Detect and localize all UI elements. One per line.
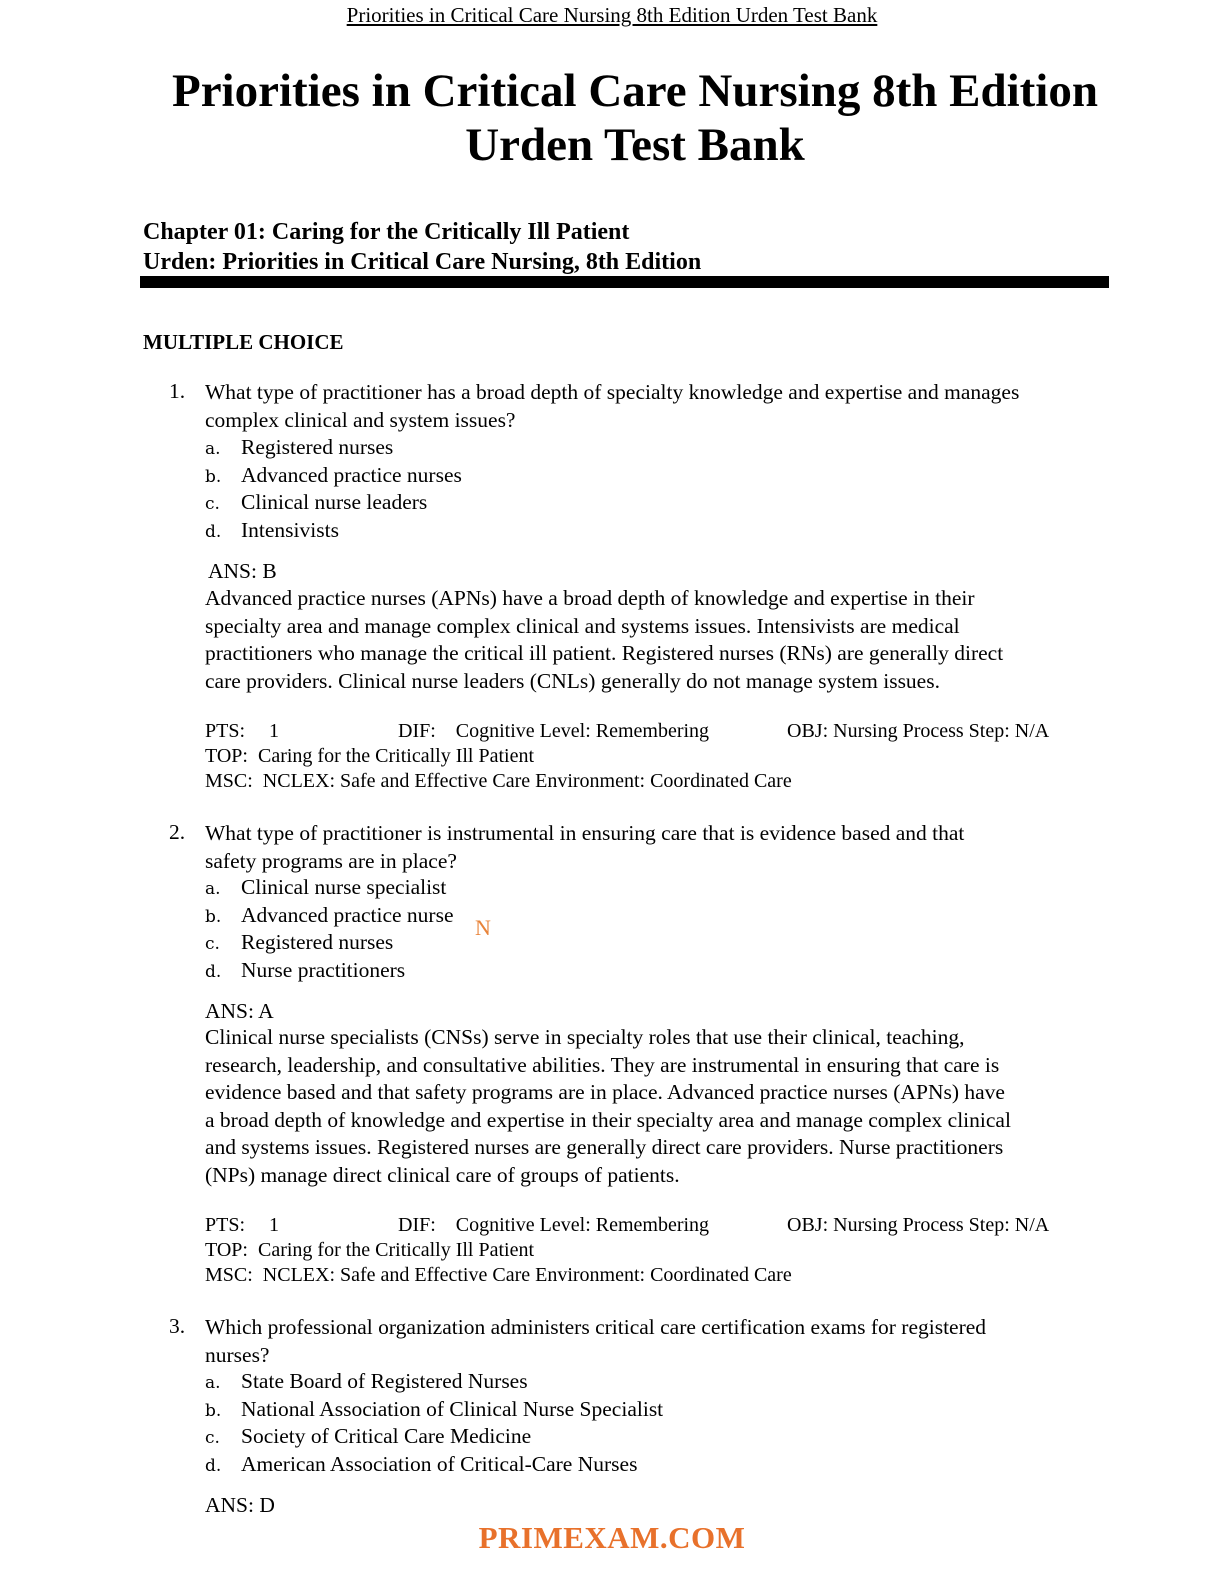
option-list <box>205 1368 905 1478</box>
option-b[interactable] <box>205 462 805 490</box>
question-stem <box>205 820 1110 875</box>
stem-line: Which professional organization administers critical care certification exams for registered <box>205 1315 987 1339</box>
question-metadata <box>205 1213 1110 1288</box>
rationale <box>205 1024 1110 1189</box>
option-text: Intensivists <box>241 517 339 542</box>
answer-key: ANS: B <box>208 559 277 583</box>
dif-field: DIF: Cognitive Level: Remembering <box>398 1214 710 1236</box>
option-text: Clinical nurse specialist <box>241 875 447 899</box>
option-c[interactable] <box>205 1423 905 1451</box>
stem-line: complex clinical and system issues? <box>205 407 516 432</box>
option-c[interactable] <box>205 489 805 517</box>
option-letter: d. <box>205 521 222 542</box>
option-text: Society of Critical Care Medicine <box>241 1424 532 1448</box>
rationale-line: and systems issues. Registered nurses are generally direct care providers. Nurse practitioners <box>205 1135 1004 1159</box>
option-letter: a. <box>205 1373 221 1393</box>
rationale-line: specialty area and manage complex clinical and systems issues. Intensivists are medical <box>205 613 960 638</box>
option-text: National Association of Clinical Nurse Specialist <box>241 1396 664 1421</box>
option-a[interactable] <box>205 1368 905 1396</box>
rationale-line: a broad depth of knowledge and expertise in their specialty area and manage complex clinical <box>205 1107 1011 1132</box>
option-d[interactable] <box>205 957 805 985</box>
rationale-line: practitioners who manage the critical ill patient. Registered nurses (RNs) are generally direct <box>205 641 1004 665</box>
stem-line: What type of practitioner is instrumental in ensuring care that is evidence based and that <box>205 821 965 845</box>
answer-key: ANS: A <box>205 999 274 1023</box>
option-letter: b. <box>205 1400 222 1421</box>
option-letter: b. <box>205 466 222 487</box>
option-d[interactable] <box>205 1451 905 1479</box>
option-letter: c. <box>205 1428 220 1448</box>
stem-line: nurses? <box>205 1342 270 1367</box>
option-d[interactable] <box>205 517 805 545</box>
option-c[interactable] <box>205 929 805 957</box>
option-text: Registered nurses <box>241 930 394 954</box>
msc-field: MSC: NCLEX: Safe and Effective Care Environment: Coordinated Care <box>205 1264 792 1286</box>
running-header-link[interactable]: Priorities in Critical Care Nursing 8th Edition Urden Test Bank <box>346 3 878 27</box>
question-number: 1. <box>169 379 186 403</box>
option-text: Advanced practice nurses <box>241 462 462 487</box>
rationale-line: Advanced practice nurses (APNs) have a broad depth of knowledge and expertise in their <box>205 586 975 610</box>
dif-field: DIF: Cognitive Level: Remembering <box>398 720 710 742</box>
rationale-line: evidence based and that safety programs are in place. Advanced practice nurses (APNs) have <box>205 1080 1005 1104</box>
footer-brand-watermark: PRIMEXAM.COM <box>478 1520 746 1555</box>
question-stem <box>205 379 1110 434</box>
pts-value: 1 <box>269 1214 279 1236</box>
top-field: TOP: Caring for the Critically Ill Patient <box>205 745 535 767</box>
option-text: Clinical nurse leaders <box>241 490 428 514</box>
question-number: 2. <box>169 820 186 844</box>
book-heading: Urden: Priorities in Critical Care Nursing, 8th Edition <box>143 249 702 275</box>
stem-line: What type of practitioner has a broad depth of specialty knowledge and expertise and manages <box>205 380 1020 404</box>
stem-line: safety programs are in place? <box>205 848 457 873</box>
option-text: Advanced practice nurse <box>241 902 454 927</box>
option-letter: c. <box>205 494 220 514</box>
question-stem <box>205 1314 1110 1369</box>
option-letter: c. <box>205 934 220 954</box>
rationale-line: (NPs) manage direct clinical care of groups of patients. <box>205 1162 680 1187</box>
section-heading: MULTIPLE CHOICE <box>143 330 344 354</box>
obj-field: OBJ: Nursing Process Step: N/A <box>787 1214 1050 1236</box>
stray-annotation-mark: N <box>475 915 491 940</box>
option-list <box>205 874 805 984</box>
option-letter: d. <box>205 1455 222 1476</box>
rationale-line: Clinical nurse specialists (CNSs) serve in specialty roles that use their clinical, teaching, <box>205 1025 965 1049</box>
option-b[interactable] <box>205 902 805 930</box>
option-letter: b. <box>205 906 222 927</box>
msc-field: MSC: NCLEX: Safe and Effective Care Environment: Coordinated Care <box>205 770 792 792</box>
rationale-line: research, leadership, and consultative abilities. They are instrumental in ensuring that care is <box>205 1052 1000 1077</box>
option-list <box>205 434 805 544</box>
pts-label: PTS: <box>205 1214 246 1236</box>
option-letter: a. <box>205 879 221 899</box>
chapter-heading: Chapter 01: Caring for the Critically Ill Patient <box>143 219 630 245</box>
option-a[interactable] <box>205 874 805 902</box>
option-a[interactable] <box>205 434 805 462</box>
heading-rule <box>140 276 1109 288</box>
question-metadata <box>205 719 1110 794</box>
title-line-2: Urden Test Bank <box>465 119 805 171</box>
question-number: 3. <box>169 1314 186 1338</box>
option-text: Nurse practitioners <box>241 957 406 982</box>
option-b[interactable] <box>205 1396 905 1424</box>
rationale-line: care providers. Clinical nurse leaders (CNLs) generally do not manage system issues. <box>205 668 940 693</box>
document-title <box>120 64 1150 172</box>
pts-label: PTS: <box>205 720 246 742</box>
option-text: American Association of Critical-Care Nurses <box>241 1451 638 1476</box>
pts-value: 1 <box>269 720 279 742</box>
option-text: Registered nurses <box>241 435 394 459</box>
option-text: State Board of Registered Nurses <box>241 1369 528 1393</box>
answer-key: ANS: D <box>205 1493 275 1517</box>
title-line-1: Priorities in Critical Care Nursing 8th Edition <box>171 65 1099 117</box>
top-field: TOP: Caring for the Critically Ill Patient <box>205 1239 535 1261</box>
option-letter: a. <box>205 439 221 459</box>
obj-field: OBJ: Nursing Process Step: N/A <box>787 720 1050 742</box>
option-letter: d. <box>205 961 222 982</box>
rationale <box>205 585 1110 695</box>
